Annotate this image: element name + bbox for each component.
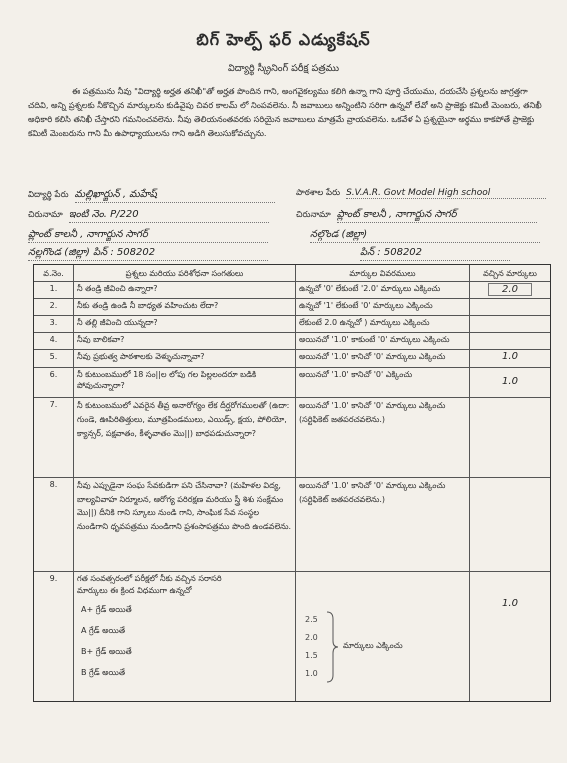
row-number: 6. <box>34 368 74 397</box>
form-subtitle: విద్యార్థి స్క్రీనింగ్ పరీక్ష పత్రము <box>227 63 340 74</box>
school-address-line2: నల్గొండ (జిల్లా) <box>310 228 540 243</box>
row-marks-rule: అయినచో '1.0' కాకుంటే '0' మార్కులు ఎక్కించు <box>296 333 470 349</box>
row-score <box>470 299 550 315</box>
grade-item: A గ్రేడ్ అయితే <box>81 626 126 635</box>
row-score: 1.0 <box>502 376 518 387</box>
row-score: 1.0 <box>502 598 518 609</box>
table-row <box>34 332 550 349</box>
school-address-row-3 <box>360 246 510 261</box>
school-address-line1: ప్లాంట్ కాలనీ , నాగార్జున సాగర్ <box>337 208 537 223</box>
row-question: నీవు బాలికవా? <box>74 333 296 349</box>
row-score-cell <box>470 282 550 298</box>
student-address-label: చిరునామా <box>28 210 63 220</box>
row-question: నీ తండ్రి జీవించి ఉన్నారా? <box>74 282 296 298</box>
row-marks-rule: అయినచో '1.0' కానిచో '0' మార్కులు ఎక్కించు (సర్టిఫికెట్ జతపరచవలెను.) <box>296 398 470 477</box>
row-marks-rule: ఉన్నచో '0' లేకుంటే '2.0' మార్కులు ఎక్కించు <box>296 282 470 298</box>
grade-mark: 1.0 <box>305 669 318 678</box>
row-score-cell <box>470 368 550 397</box>
row-number: 4. <box>34 333 74 349</box>
table-row <box>34 281 550 298</box>
grade-list <box>77 599 292 683</box>
row-number: 7. <box>34 398 74 477</box>
table-header-row <box>34 265 550 281</box>
school-address-row <box>296 208 537 223</box>
instructions-paragraph: ఈ పత్రమును నీవు "విద్యార్థి అర్హత తనిఖీ"తో అర్హత పొందిన గాని, అంగవైకల్యము కలిగి ఉన్నా గాని పూర్తి చేయుము, దయచేసి ప్రశ్నలను జాగ్రత్తగా చదివి, అన్ని ప్రశ్నలకు నీకొచ్చిన మార్కులను కుడివైపు చివర కాలమ్ లో నింపవలెను. నీ జవాబులు అన్నింటిని సరిగా ఉన్నవో లేవో అని ప్రాజెక్టు కమిటీ మెంబరు, తనిఖీ అధికారి కలిసి తనిఖీ చేస్తారని గమనించవలెను. నీవు తెలియనంతవరకు సరియైన జవాబులు మాత్రమే వ్రాయవలెను. ఒకవేళ ఏ ప్రశ్నయైనా అర్థము కాకపోతే ప్రాజెక్టు కమిటీ మెంబరును గాని మీ ఉపాధ్యాయులను గాని అడిగి తెలుసుకోవచ్చును. <box>28 86 542 138</box>
row-question: నీవు ప్రభుత్వ పాఠశాలకు వెళ్ళుచున్నావా? <box>74 350 296 367</box>
row-number: 3. <box>34 316 74 332</box>
row-marks-rule: అయినచో '1.0' కానిచో '0' మార్కులు ఎక్కించు <box>296 350 470 367</box>
row-number: 5. <box>34 350 74 367</box>
grade-item: A+ గ్రేడ్ అయితే <box>81 605 132 614</box>
row-score-cell <box>470 350 550 367</box>
student-address-line2: ప్లాంట్ కాలనీ , నాగార్జున సాగర్ <box>28 228 268 243</box>
row-question: నీవు ఎప్పుడైనా సంఘ సేవకుడిగా పని చేసినావా? (మహిళల విద్య, బాల్యవివాహ నిర్మూలన, ఆరోగ్య పరిరక్షణ మరియు స్త్రీ శిశు సంక్షేమం మొ||) దీనికి గాని స్కూలు నుండి గాని, సాంఘిక సేవ సంస్థల నుండిగాని ధృవపత్రము నుండిగాని ప్రశంసాపత్రము పొంది ఉండవలెను. <box>74 478 296 571</box>
student-address-row <box>28 208 269 223</box>
table-row <box>34 397 550 477</box>
row-number: 9. <box>34 572 74 701</box>
row-number: 2. <box>34 299 74 315</box>
row-marks-cell <box>296 572 470 701</box>
row-score <box>470 316 550 332</box>
curly-brace-icon <box>325 611 339 683</box>
row-question: గత సంవత్సరంలో పరీక్షలో నీకు వచ్చిన సరాసరి మార్కులు ఈ క్రింద విధముగా ఉన్నచో <box>77 574 222 595</box>
school-address-row-2 <box>310 228 540 243</box>
row-marks-rule: ఉన్నచో '1' లేకుంటే '0' మార్కులు ఎక్కించు <box>296 299 470 315</box>
row-marks-rule: అయినచో '1.0' కానిచో '0' మార్కులు ఎక్కించు (సర్టిఫికెట్ జతపరచవలెను.) <box>296 478 470 571</box>
header-questions: ప్రశ్నలు మరియు పరిశోధనా సంగతులు <box>74 265 296 281</box>
school-address-line3: పిన్ : 508202 <box>360 246 510 261</box>
row-score <box>470 478 550 571</box>
school-address-label: చిరునామా <box>296 210 331 220</box>
table-row <box>34 349 550 367</box>
school-name-label: పాఠశాల పేరు <box>296 188 341 198</box>
row-question: నీ కుటుంబములో 18 సం||ల లోపు గల పిల్లలందరూ బడికి పోవుచున్నారా? <box>74 368 296 397</box>
school-name-row <box>296 188 546 200</box>
screening-table <box>33 264 551 702</box>
grade-marks-scale <box>305 611 318 683</box>
table-row <box>34 298 550 315</box>
school-name-value: S.V.A.R. Govt Model High school <box>346 188 546 199</box>
row-score <box>470 398 550 477</box>
table-row <box>34 477 550 571</box>
row-question: నీకు తండ్రి ఉండి నీ బాధ్యత వహించుట లేదా? <box>74 299 296 315</box>
student-address-row-3 <box>28 246 268 261</box>
grade-marks-note: మార్కులు ఎక్కించు <box>343 641 403 650</box>
header-obtained-marks: వచ్చిన మార్కులు <box>483 269 537 278</box>
student-address-line1: ఇంటి నెం. P/220 <box>69 208 269 223</box>
row-score: 2.0 <box>488 283 532 296</box>
row-number: 8. <box>34 478 74 571</box>
student-name-row <box>28 188 275 203</box>
table-row <box>34 571 550 701</box>
table-row <box>34 315 550 332</box>
row-score: 1.0 <box>502 351 518 362</box>
student-name-label: విద్యార్థి పేరు <box>28 190 69 200</box>
row-score <box>470 333 550 349</box>
student-address-line3: నల్లగొండ (జిల్లా) పిన్ : 508202 <box>28 246 268 261</box>
row-question: నీ తల్లి జీవించి యున్నదా? <box>74 316 296 332</box>
header-serial: వ.నెం. <box>34 265 74 281</box>
grade-item: B+ గ్రేడ్ అయితే <box>81 647 132 656</box>
row-number: 1. <box>34 282 74 298</box>
header-marks-details: మార్కుల వివరములు <box>296 265 470 281</box>
row-marks-rule: లేకుంటే 2.0 ఉన్నచో ) మార్కులు ఎక్కించు <box>296 316 470 332</box>
row-marks-rule: అయినచో '1.0' కానిచో '0' ఎక్కించు <box>296 368 470 397</box>
grade-mark: 2.0 <box>305 633 318 642</box>
row-score-cell <box>470 572 550 701</box>
grade-mark: 2.5 <box>305 615 318 624</box>
student-name-value: మల్లిఖార్జున్ , మహేష్ <box>75 188 275 203</box>
student-address-row-2 <box>28 228 268 243</box>
grade-item: B గ్రేడ్ అయితే <box>81 668 126 677</box>
row-question-cell <box>74 572 296 701</box>
row-question: నీ కుటుంబములో ఎవరైన తీవ్ర అనారోగ్యం లేక దీర్ఘరోగములతో (ఉదా: గుండె, ఊపిరితిత్తులు, మూత్రపిండములు, ఎయిడ్స్, క్షయ, పోలియో, క్యాన్సర్, పక్షవాతం, కీళ్ళవాతం మొ||) బాధపడుచున్నారా? <box>74 398 296 477</box>
table-row <box>34 367 550 397</box>
grade-mark: 1.5 <box>305 651 318 660</box>
form-title: బిగ్ హెల్ప్ ఫర్ ఎడ్యుకేషన్ <box>196 30 371 49</box>
